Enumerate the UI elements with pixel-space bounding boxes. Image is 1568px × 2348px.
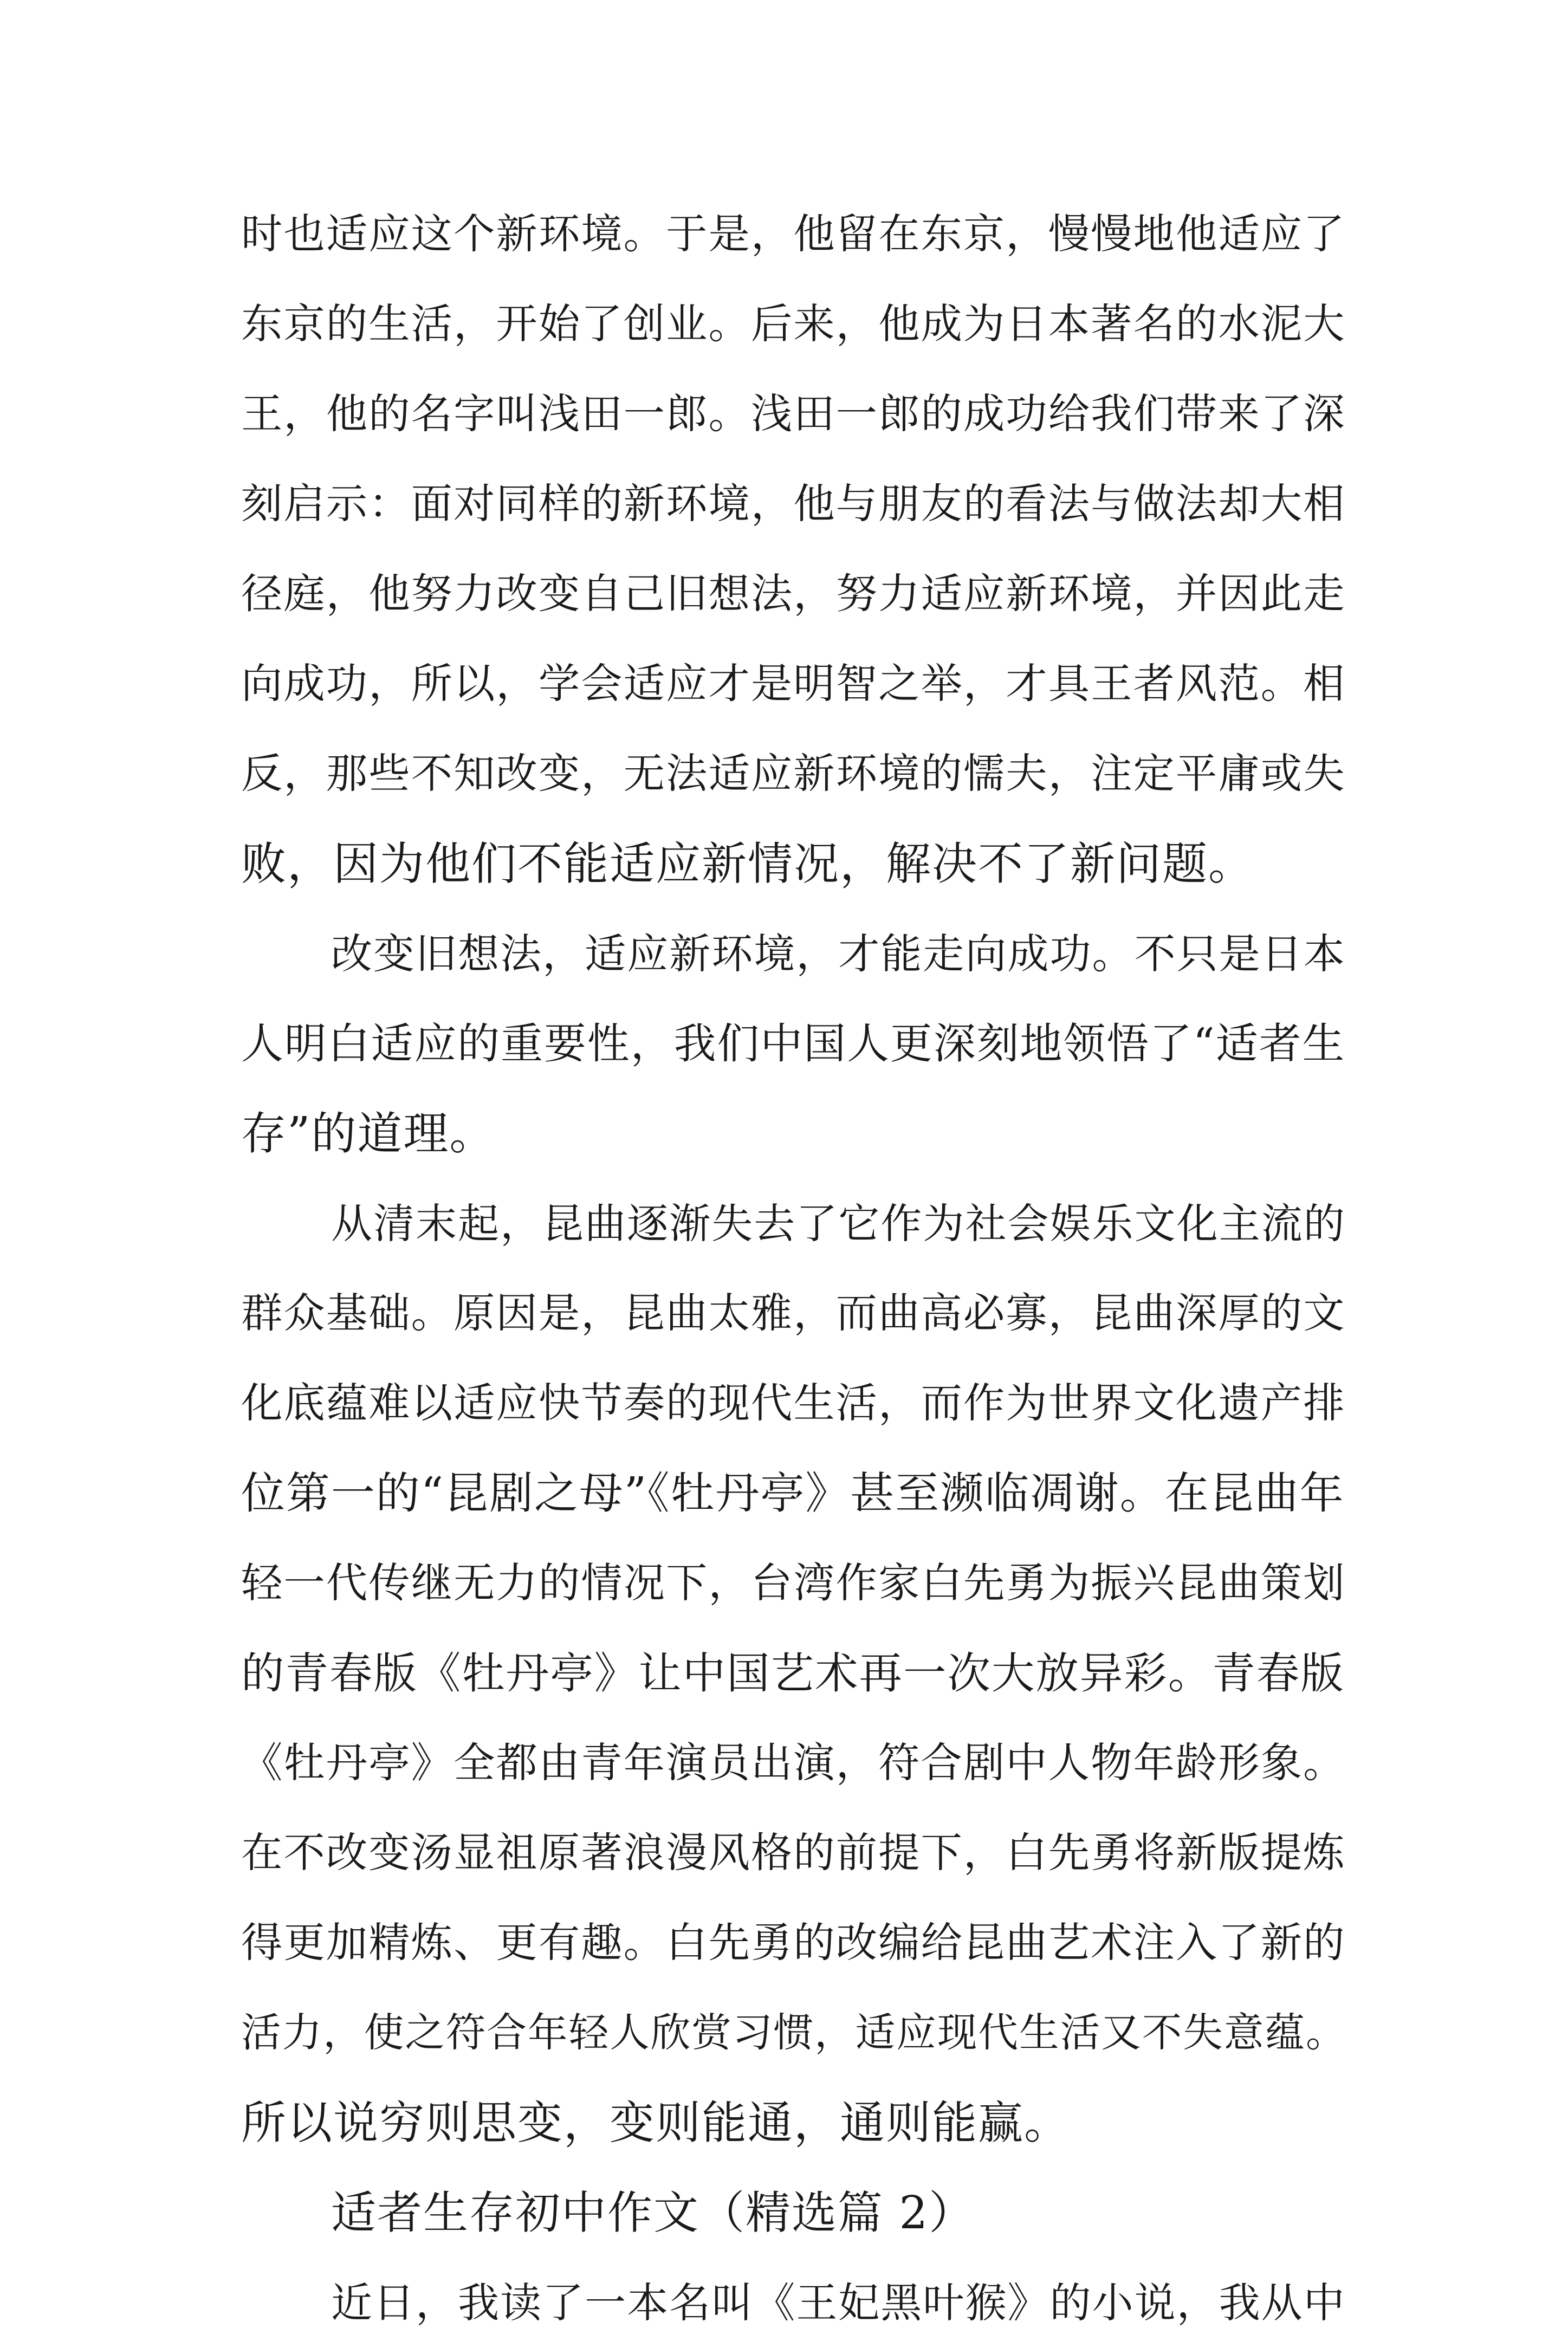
text-line: 位第一的“昆剧之母”《牡丹亭》甚至濒临凋谢。在昆曲年 — [241, 1468, 1345, 1519]
text-line: 刻启示：面对同样的新环境，他与朋友的看法与做法却大相 — [241, 480, 1346, 528]
paragraph-start-line: 从清末起，昆曲逐渐失去了它作为社会娱乐文化主流的 — [331, 1199, 1346, 1248]
text-line: 的青春版《牡丹亭》让中国艺术再一次大放异彩。青春版 — [241, 1648, 1345, 1698]
text-line: 败，因为他们不能适应新情况，解决不了新问题。 — [241, 838, 1254, 890]
section-heading: 适者生存初中作文（精选篇 2） — [331, 2187, 975, 2239]
text-line: 轻一代传继无力的情况下，台湾作家白先勇为振兴昆曲策划 — [241, 1559, 1346, 1607]
text-line: 王，他的名字叫浅田一郎。浅田一郎的成功给我们带来了深 — [241, 390, 1346, 438]
text-line: 化底蕴难以适应快节奏的现代生活，而作为世界文化遗产排 — [241, 1379, 1346, 1428]
text-line: 向成功，所以，学会适应才是明智之举，才具王者风范。相 — [241, 660, 1346, 708]
text-line: 径庭，他努力改变自己旧想法，努力适应新环境，并因此走 — [241, 570, 1346, 618]
text-line: 群众基础。原因是，昆曲太雅，而曲高必寡，昆曲深厚的文 — [241, 1289, 1346, 1338]
text-line: 东京的生活，开始了创业。后来，他成为日本著名的水泥大 — [241, 300, 1346, 348]
text-line: 时也适应这个新环境。于是，他留在东京，慢慢地他适应了 — [241, 210, 1346, 258]
paragraph-start-line: 近日，我读了一本名叫《王妃黑叶猴》的小说，我从中 — [331, 2279, 1346, 2327]
text-line: 在不改变汤显祖原著浪漫风格的前提下，白先勇将新版提炼 — [241, 1829, 1346, 1877]
text-line: 人明白适应的重要性，我们中国人更深刻地领悟了“适者生 — [241, 1020, 1346, 1068]
text-line: 所以说穷则思变，变则能通，通则能赢。 — [241, 2097, 1070, 2149]
text-line: 得更加精炼、更有趣。白先勇的改编给昆曲艺术注入了新的 — [241, 1919, 1346, 1967]
text-line: 存”的道理。 — [241, 1107, 496, 1160]
text-line: 活力，使之符合年轻人欣赏习惯，适应现代生活又不失意蕴。 — [241, 2010, 1347, 2056]
paragraph-start-line: 改变旧想法，适应新环境，才能走向成功。不只是日本 — [331, 930, 1346, 978]
text-line: 《牡丹亭》全都由青年演员出演，符合剧中人物年龄形象。 — [241, 1739, 1346, 1787]
text-line: 反，那些不知改变，无法适应新环境的懦夫，注定平庸或失 — [241, 750, 1346, 798]
body-text — [241, 190, 1347, 2348]
